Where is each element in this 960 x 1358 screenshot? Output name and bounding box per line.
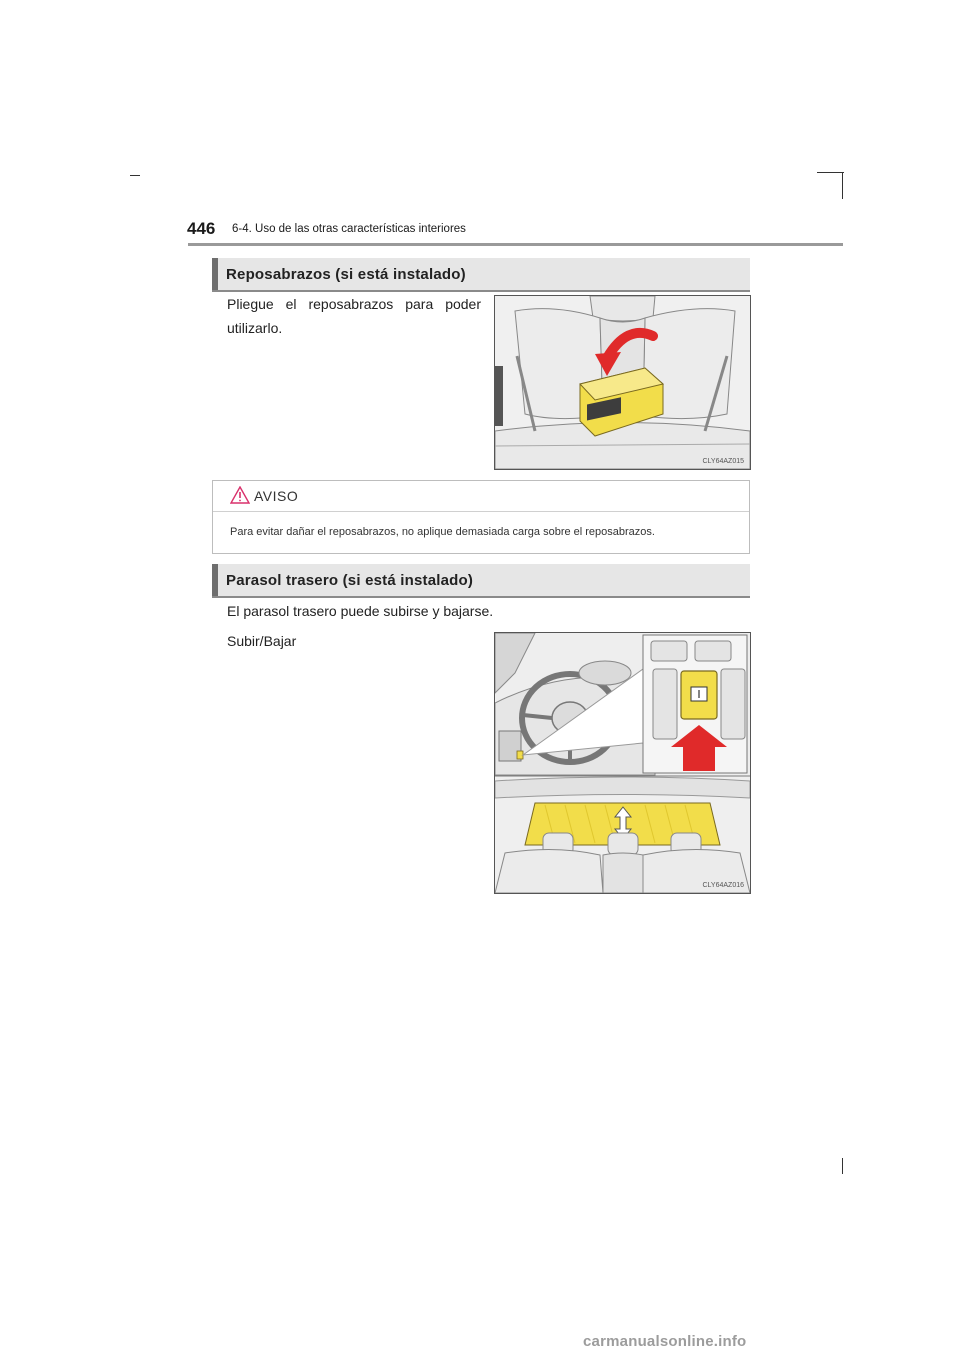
warning-box — [212, 480, 750, 554]
section-header-sunshade — [212, 564, 750, 598]
warning-text: Para evitar dañar el reposabrazos, no aplique demasiada carga sobre el reposabrazos. — [230, 526, 655, 538]
armrest-drawing — [495, 296, 750, 469]
armrest-illustration — [494, 295, 751, 470]
header-rule — [188, 243, 843, 246]
section-accent-bar — [212, 258, 218, 290]
crop-mark — [842, 1158, 843, 1174]
sunshade-instruction: El parasol trasero puede subirse y bajarse. — [227, 603, 494, 619]
crop-mark — [130, 175, 140, 176]
crop-mark — [817, 172, 844, 173]
section-title: Parasol trasero (si está instalado) — [226, 572, 474, 589]
warning-triangle-icon — [230, 486, 250, 504]
page-number: 446 — [187, 219, 216, 238]
figure-code: CLY64AZ015 — [702, 458, 744, 465]
watermark-link[interactable]: carmanualsonline.info — [583, 1333, 747, 1350]
warning-header — [213, 481, 749, 512]
warning-label: AVISO — [254, 488, 299, 504]
sunshade-illustration — [494, 632, 751, 894]
sunshade-drawing — [495, 633, 750, 893]
section-accent-bar — [212, 564, 218, 596]
armrest-instruction: Pliegue el reposabrazos para poder utilizarlo. — [227, 296, 481, 336]
chapter-title: 6-4. Uso de las otras características interiores — [232, 223, 466, 235]
crop-mark — [842, 172, 843, 199]
section-title: Reposabrazos (si está instalado) — [226, 266, 466, 283]
figure-code: CLY64AZ016 — [702, 882, 744, 889]
sunshade-sub-label: Subir/Bajar — [227, 633, 297, 649]
section-header-armrest — [212, 258, 750, 292]
